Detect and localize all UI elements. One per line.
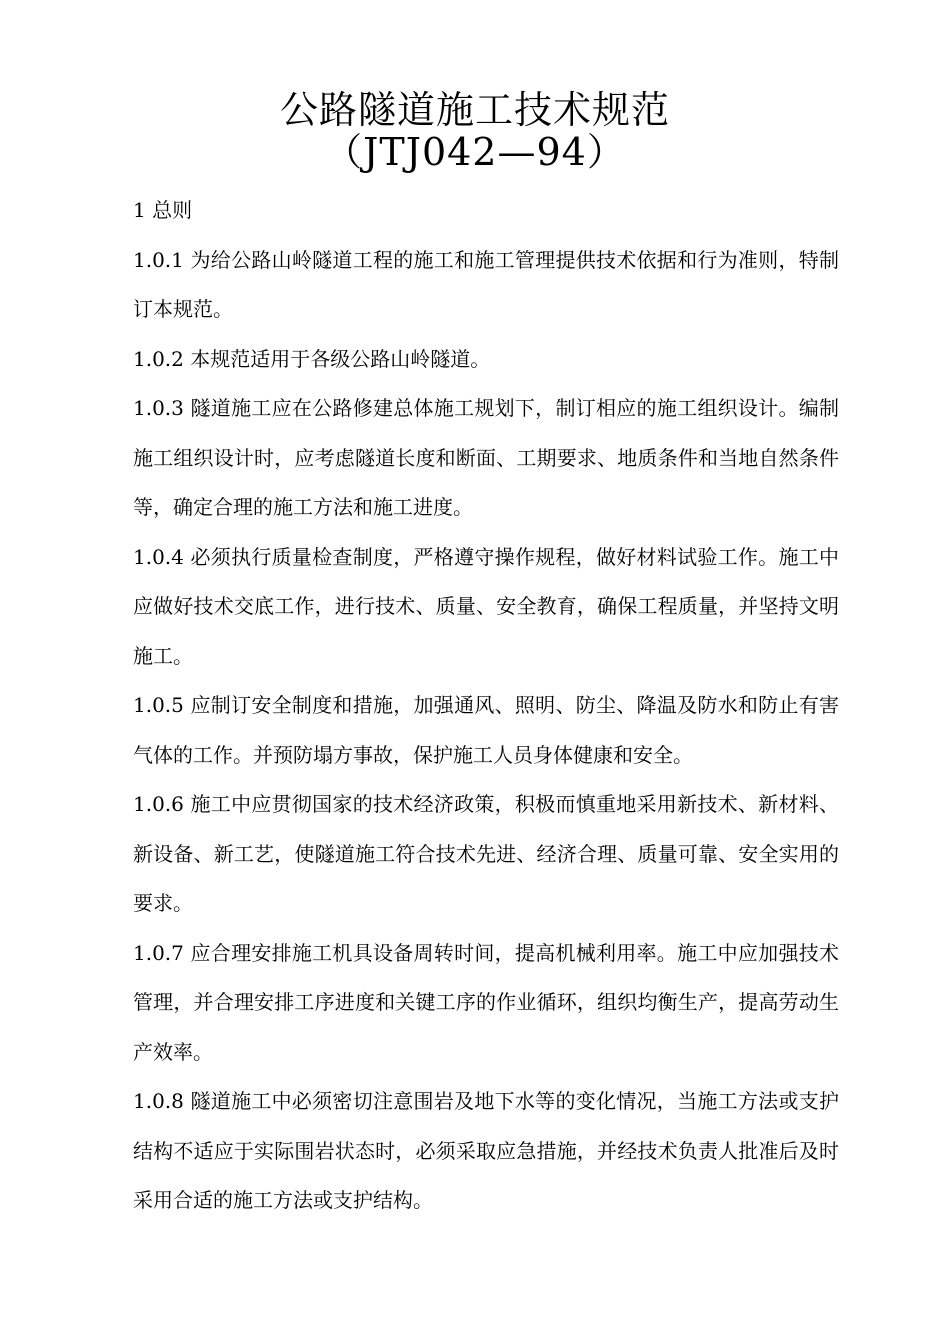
document-body bbox=[133, 186, 839, 1226]
document-code: （JTJ042—94） bbox=[324, 130, 626, 174]
document-title: 公路隧道施工技术规范 bbox=[279, 88, 670, 132]
clause-1-0-6: 1.0.6 施工中应贯彻国家的技术经济政策，积极而慎重地采用新技术、新材料、新设备、新工艺，使隧道施工符合技术先进、经济合理、质量可靠、安全实用的要求。 bbox=[133, 792, 839, 915]
clause-1-0-7: 1.0.7 应合理安排施工机具设备周转时间，提高机械利用率。施工中应加强技术管理，并合理安排工序进度和关键工序的作业循环，组织均衡生产，提高劳动生产效率。 bbox=[133, 940, 839, 1064]
section-heading: 1 总则 bbox=[133, 198, 193, 222]
clause-1-0-8: 1.0.8 隧道施工中必须密切注意围岩及地下水等的变化情况，当施工方法或支护结构不适应于实际围岩状态时，必须采取应急措施，并经技术负责人批准后及时采用合适的施工方法或支护结构。 bbox=[133, 1089, 839, 1212]
clause-1-0-2: 1.0.2 本规范适用于各级公路山岭隧道。 bbox=[133, 346, 491, 371]
clause-1-0-1: 1.0.1 为给公路山岭隧道工程的施工和施工管理提供技术依据和行为准则，特制订本规范。 bbox=[133, 247, 839, 321]
clause-1-0-3: 1.0.3 隧道施工应在公路修建总体施工规划下，制订相应的施工组织设计。编制施工组织设计时，应考虑隧道长度和断面、工期要求、地质条件和当地自然条件等，确定合理的施工方法和施工进度。 bbox=[133, 396, 839, 519]
clause-1-0-4: 1.0.4 必须执行质量检查制度，严格遵守操作规程，做好材料试验工作。施工中应做好技术交底工作，进行技术、质量、安全教育，确保工程质量，并坚持文明施工。 bbox=[133, 544, 839, 668]
clause-1-0-5: 1.0.5 应制订安全制度和措施，加强通风、照明、防尘、降温及防水和防止有害气体的工作。并预防塌方事故，保护施工人员身体健康和安全。 bbox=[133, 693, 839, 767]
